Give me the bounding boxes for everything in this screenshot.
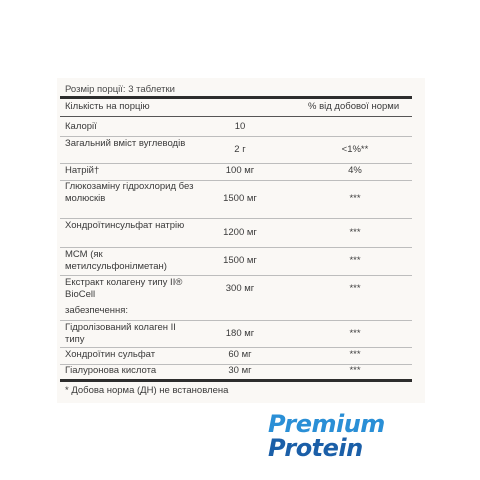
serving-size: Розмір порції: 3 таблетки (65, 84, 175, 95)
row-daily-value: *** (349, 193, 361, 204)
row-amount: 30 мг (228, 365, 252, 376)
row-name: Натрій† (65, 165, 100, 176)
row-amount: 1500 мг (223, 255, 257, 266)
premium-protein-logo (268, 412, 388, 460)
logo-line-2: Protein (268, 434, 363, 462)
row-divider (60, 320, 412, 321)
row-name: МСМ (як метилсульфонілметан) (65, 249, 167, 272)
row-amount: 100 мг (225, 165, 255, 176)
bottom-rule (60, 379, 412, 382)
row-daily-value: *** (349, 283, 361, 294)
row-divider (60, 275, 412, 276)
row-name: Гіалуронова кислота (65, 365, 157, 376)
footnote: * Добова норма (ДН) не встановлена (65, 385, 229, 396)
row-daily-value: <1%** (341, 144, 369, 155)
top-rule (60, 96, 412, 99)
row-daily-value: *** (349, 349, 361, 360)
row-divider (60, 247, 412, 248)
row-name: Екстракт колагену типу II® BioCell (65, 277, 183, 300)
row-amount: 60 мг (228, 349, 252, 360)
logo-line-1: Premium (268, 410, 385, 438)
row-amount: 300 мг (225, 283, 255, 294)
row-name: Хондроїтинсульфат натрію (65, 220, 185, 231)
row-divider (60, 218, 412, 219)
row-amount: 1200 мг (223, 227, 257, 238)
row-daily-value: *** (349, 255, 361, 266)
row-daily-value: *** (349, 365, 361, 376)
daily-value-header: % від добової норми (308, 101, 400, 112)
row-divider (60, 136, 412, 137)
row-name: Гідролізований колаген II типу (65, 322, 176, 345)
row-daily-value: 4% (348, 165, 362, 176)
row-name: забезпечення: (65, 305, 129, 316)
row-name: Глюкозаміну гідрохлорид без молюсків (65, 181, 194, 204)
row-name: Хондроїтин сульфат (65, 349, 156, 360)
row-amount: 10 (234, 121, 246, 132)
row-divider (60, 347, 412, 348)
row-amount: 180 мг (225, 328, 255, 339)
row-daily-value: *** (349, 328, 361, 339)
header-rule (60, 116, 412, 117)
amount-per-serving-header: Кількість на порцію (65, 101, 150, 112)
row-name: Калорії (65, 121, 97, 132)
row-divider (60, 163, 412, 164)
row-daily-value: *** (349, 227, 361, 238)
row-amount: 2 г (234, 144, 246, 155)
row-name: Загальний вміст вуглеводів (65, 138, 186, 149)
row-amount: 1500 мг (223, 193, 257, 204)
